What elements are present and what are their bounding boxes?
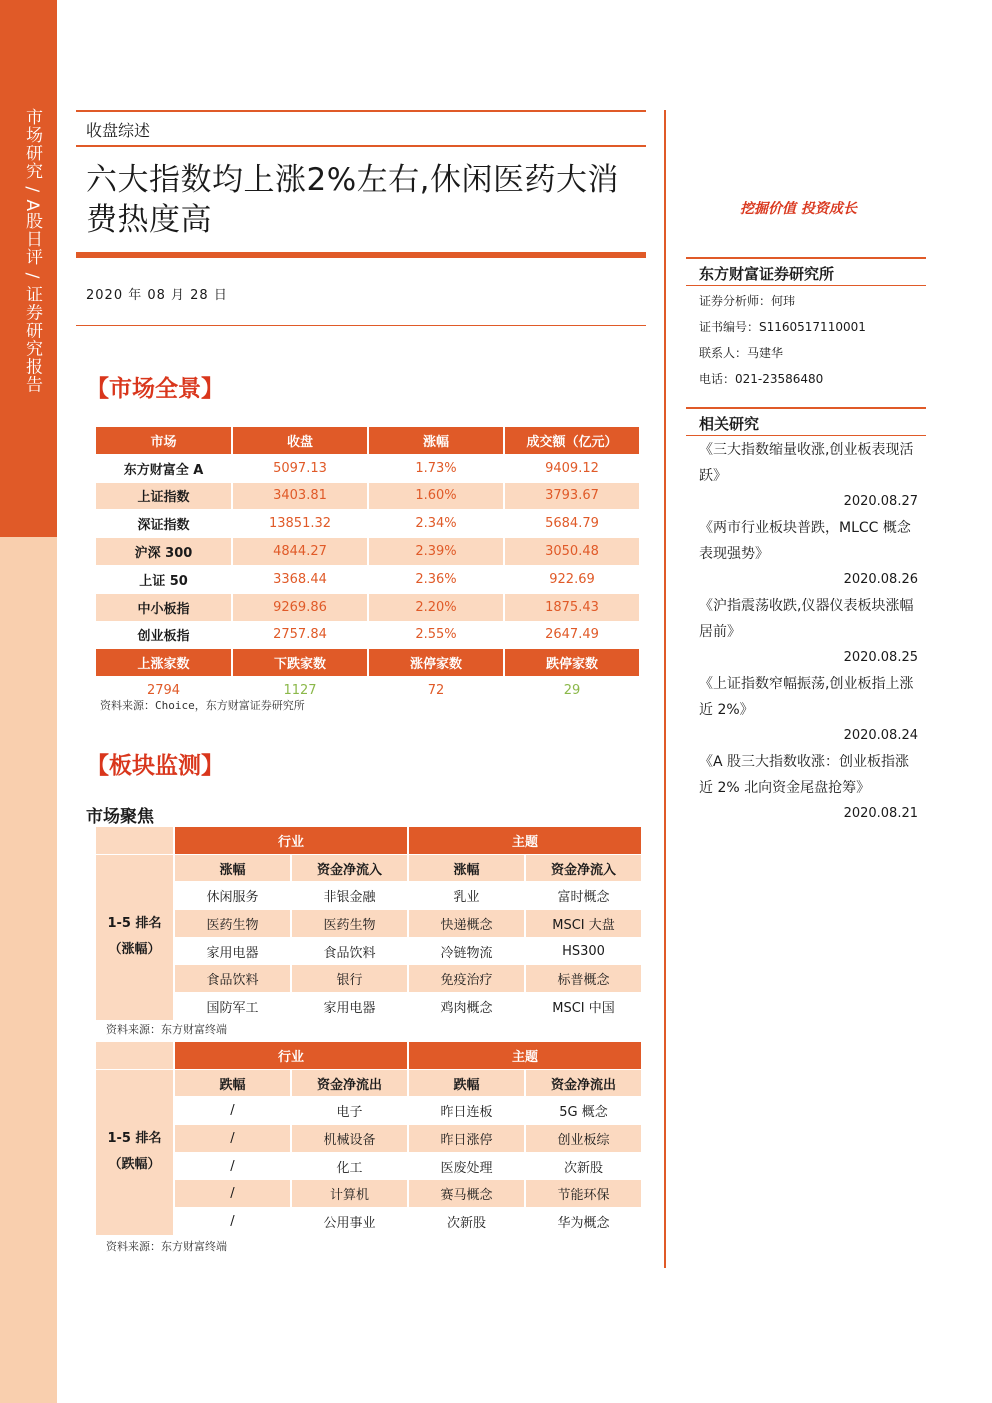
group-header-theme: 主题 (408, 827, 642, 854)
cell: 医废处理 (408, 1152, 525, 1180)
cell: 昨日涨停 (408, 1125, 525, 1153)
sub-header-row (96, 854, 642, 882)
cell: 节能环保 (525, 1180, 642, 1208)
volume-value: 3793.67 (504, 482, 640, 510)
sector-monitor-title: 【板块监测】 (86, 752, 224, 779)
related-item-title[interactable]: 《沪指震荡收跌,仪器仪表板块涨幅居前》 (699, 598, 914, 640)
rank-label: 1-5 排名 （涨幅） (96, 854, 174, 1020)
institute-rule-top (686, 257, 926, 259)
cell: 赛马概念 (408, 1180, 525, 1208)
close-value: 3368.44 (232, 565, 368, 593)
title-rule (76, 252, 646, 258)
index-name: 东方财富全 A (96, 454, 232, 482)
analyst: 证券分析师：何玮 (699, 294, 796, 308)
index-name: 上证指数 (96, 482, 232, 510)
volume-value: 2647.49 (504, 621, 640, 649)
up-count: 2794 (96, 677, 232, 705)
cell: 富时概念 (525, 882, 642, 910)
cell: 国防军工 (174, 993, 291, 1021)
cell: 冷链物流 (408, 937, 525, 965)
close-value: 5097.13 (232, 454, 368, 482)
section-rule (76, 145, 646, 147)
volume-value: 922.69 (504, 565, 640, 593)
market-source-note: 资料来源：Choice，东方财富证券研究所 (100, 699, 305, 712)
cell: 次新股 (408, 1208, 525, 1236)
sub-header: 资金净流出 (525, 1069, 642, 1097)
cell: 次新股 (525, 1152, 642, 1180)
cell: 非银金融 (291, 882, 408, 910)
cell: 鸡肉概念 (408, 993, 525, 1021)
cell: / (174, 1097, 291, 1125)
table-row (96, 937, 642, 965)
market-overview-title: 【市场全景】 (86, 375, 224, 402)
close-value: 4844.27 (232, 538, 368, 566)
sub-header: 跌幅 (408, 1069, 525, 1097)
cell: 乳业 (408, 882, 525, 910)
sub-header: 涨幅 (174, 854, 291, 882)
cell: 计算机 (291, 1180, 408, 1208)
group-header-theme: 主题 (408, 1042, 642, 1069)
cell: 5G 概念 (525, 1097, 642, 1125)
close-value: 13851.32 (232, 510, 368, 538)
rank-label: 1-5 排名 （跌幅） (96, 1069, 174, 1235)
volume-value: 9409.12 (504, 454, 640, 482)
index-name: 上证 50 (96, 565, 232, 593)
cell: 家用电器 (174, 937, 291, 965)
table-row (96, 1208, 642, 1236)
count-header: 下跌家数 (232, 649, 368, 677)
limit-up-count: 72 (368, 677, 504, 705)
related-item-title[interactable]: 《两市行业板块普跌，MLCC 概念表现强势》 (699, 520, 911, 562)
index-name: 中小板指 (96, 593, 232, 621)
group-header-industry: 行业 (174, 1042, 408, 1069)
change-value: 2.39% (368, 538, 504, 566)
cell: 公用事业 (291, 1208, 408, 1236)
sector-up-table (96, 827, 643, 1021)
change-value: 2.20% (368, 593, 504, 621)
col-header: 涨幅 (368, 427, 504, 454)
related-item-title[interactable]: 《三大指数缩量收涨,创业板表现活跃》 (699, 442, 914, 484)
table-row (96, 910, 642, 938)
cell: 昨日连板 (408, 1097, 525, 1125)
close-value: 9269.86 (232, 593, 368, 621)
report-title: 六大指数均上涨2%左右,休闲医药大消费热度高 (86, 162, 620, 238)
table-row (96, 510, 640, 538)
related-item-date: 2020.08.21 (843, 806, 918, 821)
up-table-source-note: 资料来源：东方财富终端 (106, 1023, 227, 1036)
volume-value: 3050.48 (504, 538, 640, 566)
group-header-row (96, 827, 642, 854)
table-row (96, 993, 642, 1021)
cell: / (174, 1208, 291, 1236)
count-header-row (96, 649, 640, 677)
slogan: 挖掘价值 投资成长 (740, 201, 857, 217)
cell: / (174, 1152, 291, 1180)
group-header-industry: 行业 (174, 827, 408, 854)
table-header-row (96, 427, 640, 454)
cell: 银行 (291, 965, 408, 993)
cell: 家用电器 (291, 993, 408, 1021)
change-value: 1.73% (368, 454, 504, 482)
cell: 机械设备 (291, 1125, 408, 1153)
sub-header: 资金净流入 (525, 854, 642, 882)
date-rule (76, 325, 646, 326)
cell: 化工 (291, 1152, 408, 1180)
top-rule (76, 110, 646, 112)
sub-header: 资金净流出 (291, 1069, 408, 1097)
related-rule-top (686, 407, 926, 409)
table-row (96, 538, 640, 566)
related-item-date: 2020.08.27 (843, 494, 918, 509)
institute-name: 东方财富证券研究所 (699, 265, 835, 283)
related-research-title: 相关研究 (699, 415, 760, 433)
change-value: 2.36% (368, 565, 504, 593)
phone: 电话：021-23586480 (699, 372, 824, 386)
cell: 创业板综 (525, 1125, 642, 1153)
sub-header: 资金净流入 (291, 854, 408, 882)
volume-value: 1875.43 (504, 593, 640, 621)
table-row (96, 1152, 642, 1180)
related-item-date: 2020.08.25 (843, 650, 918, 665)
sub-header-row (96, 1069, 642, 1097)
table-row (96, 621, 640, 649)
related-item-title[interactable]: 《上证指数窄幅振荡,创业板指上涨近 2%》 (699, 676, 914, 718)
group-header-row (96, 1042, 642, 1069)
related-item-title[interactable]: 《A 股三大指数收涨：创业板指涨近 2% 北向资金尾盘抢筹》 (699, 754, 910, 796)
table-row (96, 882, 642, 910)
cell: 休闲服务 (174, 882, 291, 910)
table-row (96, 482, 640, 510)
count-header: 涨停家数 (368, 649, 504, 677)
table-row (96, 965, 642, 993)
down-count: 1127 (232, 677, 368, 705)
cell: 医药生物 (291, 910, 408, 938)
cell: 标普概念 (525, 965, 642, 993)
table-row (96, 1097, 642, 1125)
related-item-date: 2020.08.24 (843, 728, 918, 743)
index-name: 沪深 300 (96, 538, 232, 566)
related-item-date: 2020.08.26 (843, 572, 918, 587)
change-value: 1.60% (368, 482, 504, 510)
cell: / (174, 1180, 291, 1208)
cell: 快递概念 (408, 910, 525, 938)
report-date: 2020 年 08 月 28 日 (86, 288, 228, 303)
certificate-number: 证书编号：S1160517110001 (699, 320, 866, 334)
cell: 华为概念 (525, 1208, 642, 1236)
table-row (96, 565, 640, 593)
cell: 电子 (291, 1097, 408, 1125)
sidebar-band-light (0, 537, 57, 1403)
sidebar-label: 市场研究 / A股日评 / 证券研究报告 (22, 108, 42, 394)
count-header: 上涨家数 (96, 649, 232, 677)
sub-header: 涨幅 (408, 854, 525, 882)
table-row (96, 454, 640, 482)
col-header: 成交额（亿元） (504, 427, 640, 454)
index-name: 深证指数 (96, 510, 232, 538)
table-row (96, 1125, 642, 1153)
sector-down-table (96, 1042, 643, 1236)
market-focus-subtitle: 市场聚焦 (86, 807, 154, 827)
limit-down-count: 29 (504, 677, 640, 705)
table-row (96, 593, 640, 621)
cell: 食品饮料 (174, 965, 291, 993)
col-header: 市场 (96, 427, 232, 454)
count-header: 跌停家数 (504, 649, 640, 677)
down-table-source-note: 资料来源：东方财富终端 (106, 1240, 227, 1253)
col-header: 收盘 (232, 427, 368, 454)
close-value: 2757.84 (232, 621, 368, 649)
cell: MSCI 中国 (525, 993, 642, 1021)
close-value: 3403.81 (232, 482, 368, 510)
cell: 食品饮料 (291, 937, 408, 965)
volume-value: 5684.79 (504, 510, 640, 538)
institute-rule-bottom (686, 285, 926, 286)
cell: 医药生物 (174, 910, 291, 938)
cell: HS300 (525, 937, 642, 965)
contact: 联系人：马建华 (699, 346, 784, 360)
column-divider (664, 110, 666, 1268)
section-label: 收盘综述 (86, 121, 151, 140)
related-rule-bottom (686, 435, 926, 436)
change-value: 2.34% (368, 510, 504, 538)
table-row (96, 1180, 642, 1208)
cell: 免疫治疗 (408, 965, 525, 993)
cell: MSCI 大盘 (525, 910, 642, 938)
cell: / (174, 1125, 291, 1153)
sub-header: 跌幅 (174, 1069, 291, 1097)
change-value: 2.55% (368, 621, 504, 649)
index-name: 创业板指 (96, 621, 232, 649)
market-overview-table (96, 427, 641, 705)
